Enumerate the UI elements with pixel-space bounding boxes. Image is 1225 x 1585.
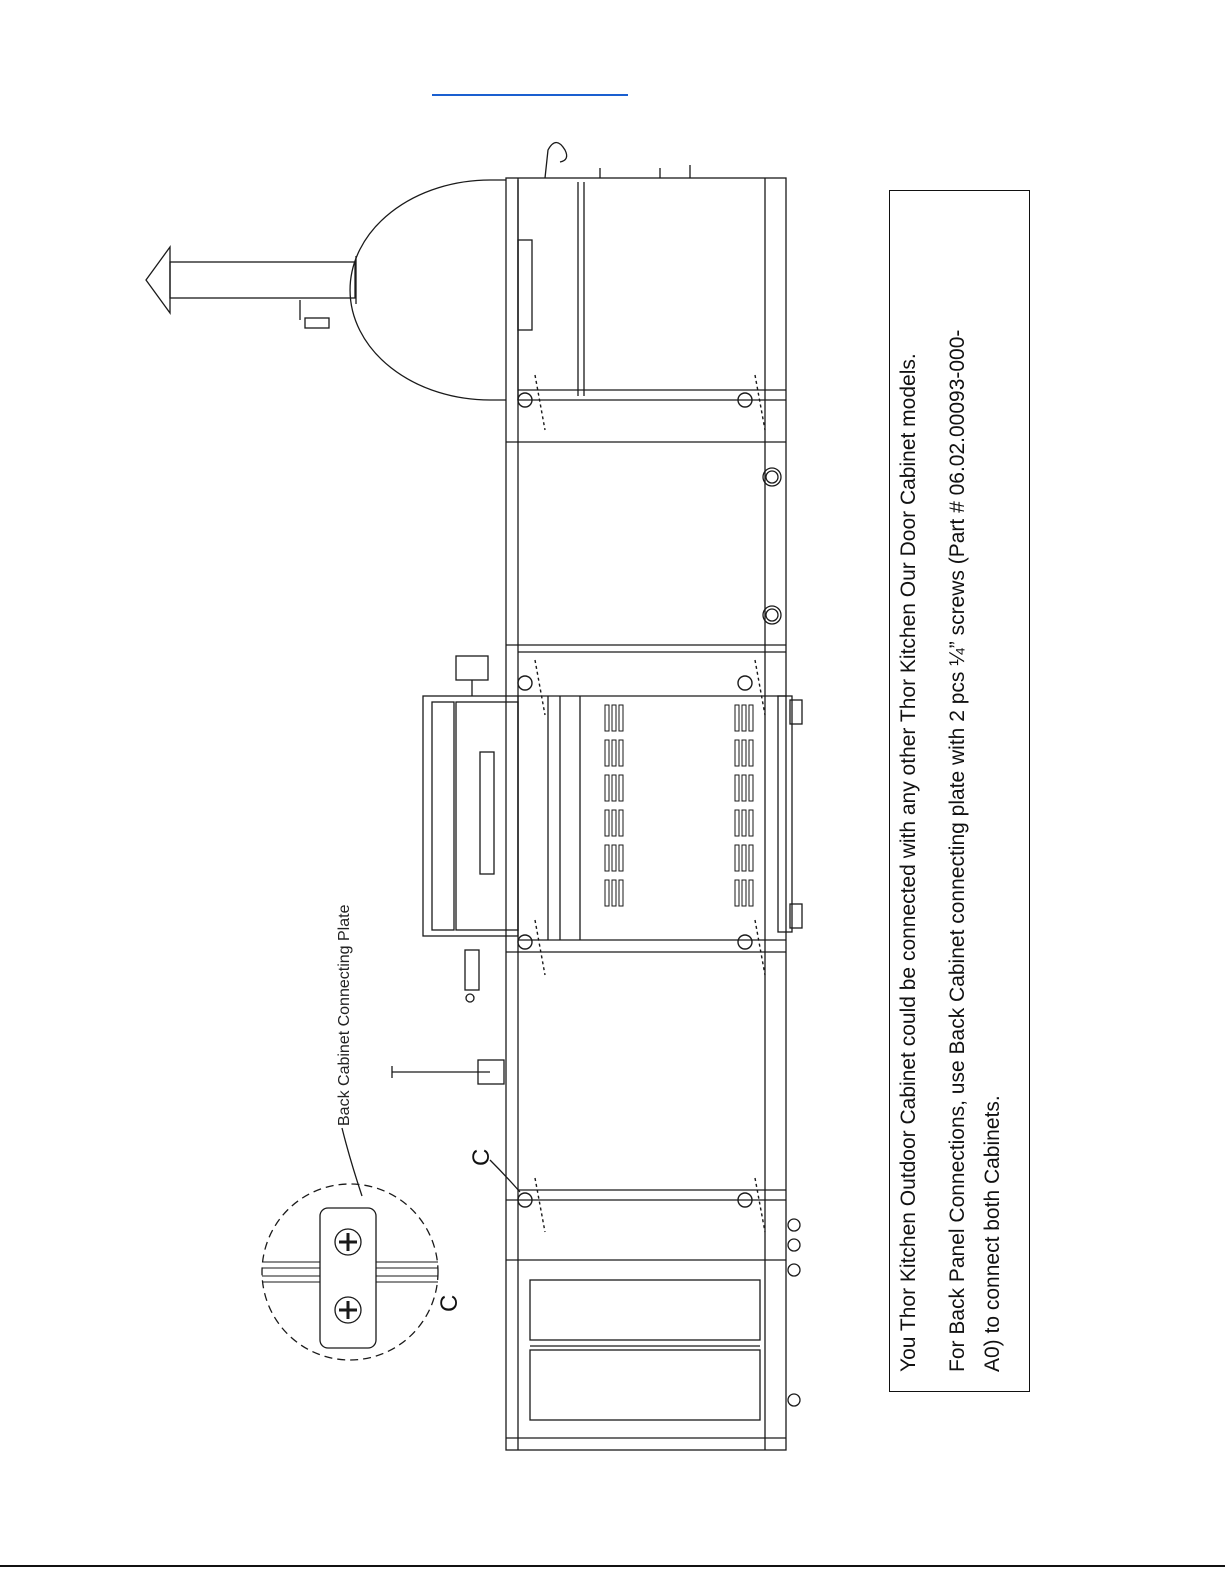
note-line-2: For Back Panel Connections, use Back Cabinet connecting plate with 2 pcs ¼” screws (Part # 06.02.00093-000- — [946, 329, 969, 1372]
detail-letter: C — [436, 1294, 463, 1312]
chimney-cap — [146, 247, 170, 313]
drawer-1 — [530, 1280, 760, 1340]
footer-rule — [0, 1565, 1225, 1567]
oven-door — [518, 240, 532, 330]
connecting-plate-marker — [518, 676, 532, 690]
grill-section — [423, 656, 802, 1002]
note-line-1: You Thor Kitchen Outdoor Cabinet could be connected with any other Thor Kitchen Our Door Cabinet models. — [897, 353, 920, 1372]
note-line-3: A0) to connect both Cabinets. — [981, 1095, 1004, 1372]
callout-label: Back Cabinet Connecting Plate — [336, 904, 353, 1126]
drawing-letter: C — [468, 1148, 495, 1166]
drawer-cabinet — [506, 1219, 800, 1420]
oven-chimney — [170, 262, 355, 298]
drawer-2 — [530, 1350, 760, 1420]
vent-slots — [605, 705, 753, 906]
grill-base-rail — [778, 696, 792, 932]
connecting-plate-marker — [738, 935, 752, 949]
side-burner-head — [423, 696, 518, 936]
connecting-plate-marker — [738, 676, 752, 690]
connecting-plate-markers — [518, 375, 765, 1232]
pizza-oven-section — [146, 143, 786, 401]
oven-dome — [350, 180, 506, 400]
storage-cabinet-1 — [506, 442, 786, 652]
connecting-plate-marker — [518, 935, 532, 949]
callout-leader — [342, 1128, 362, 1196]
storage-cabinet-2 — [392, 952, 786, 1200]
